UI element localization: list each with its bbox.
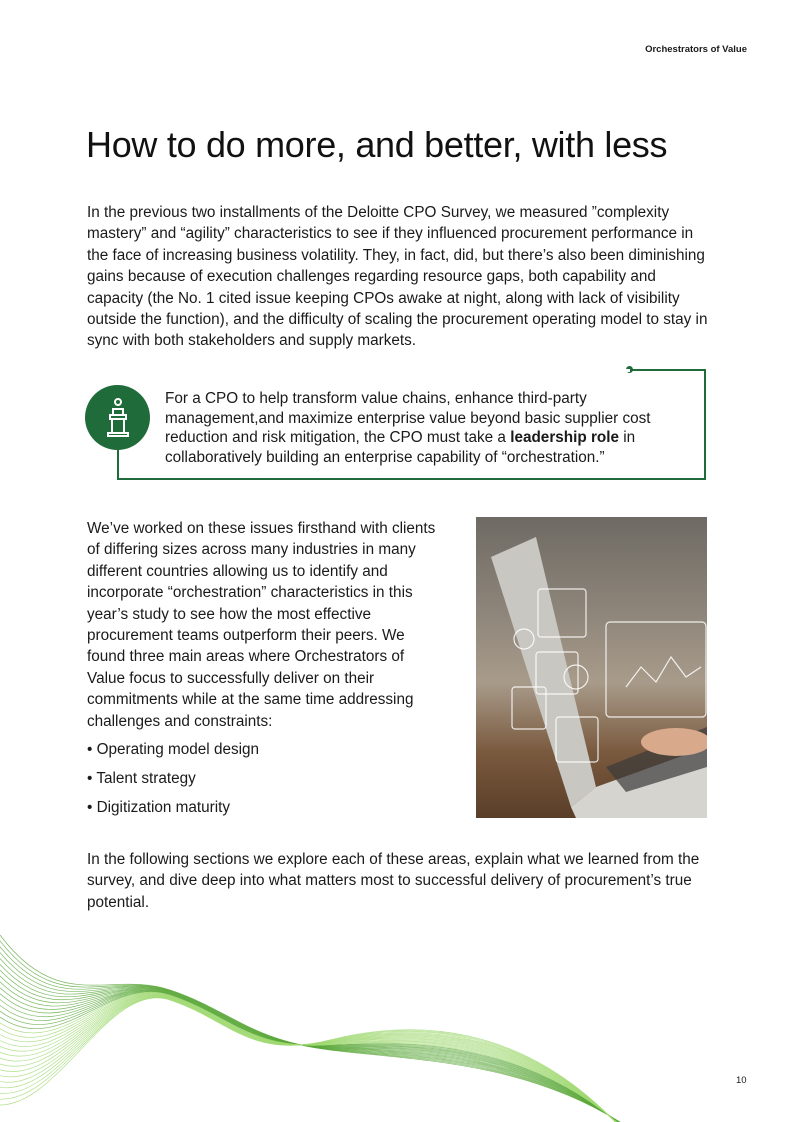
running-header: Orchestrators of Value	[645, 44, 747, 55]
wave-line	[0, 993, 620, 1122]
body-paragraph: We’ve worked on these issues firsthand with clients of differing sizes across many industries in many different countries allowing us to identify and incorporate “orchestration” characteristics in this year’s study to see how the most effective procurement teams outperform their peers. We found three main areas where Orchestrators of Value focus to successfully deliver on their commitments while at the same time addressing challenges and constraints:	[87, 520, 436, 730]
laptop-analytics-photo	[476, 517, 707, 818]
intro-paragraph: In the previous two installments of the Deloitte CPO Survey, we measured ”complexity mastery” and “agility” characteristics to see if they influenced procurement performance in the face of increasing business volatility. They, in fact, did, but there’s also been diminishing gains because of execution challenges regarding resource gaps, both capability and capacity (the No. 1 cited issue keeping CPOs awake at night, along with lack of visibility outside the function), and the difficulty of scaling the procurement operating model to stay in sync with both stakeholders and supply markets.	[87, 204, 708, 350]
chess-piece-icon	[85, 385, 150, 450]
callout-text: For a CPO to help transform value chains, enhance third-party management,and maximize enterprise value beyond basic supplier cost reduction and risk mitigation, the CPO must take a leadership role in collaboratively building an enterprise capability of “orchestration.”	[165, 389, 695, 467]
list-item: • Operating model design	[87, 741, 260, 758]
wave-line	[0, 976, 620, 1122]
callout-connector-line	[630, 369, 706, 371]
frame-gap-top	[118, 369, 630, 372]
page-number: 10	[736, 1075, 747, 1086]
list-item: • Talent strategy	[87, 770, 196, 787]
wave-line	[0, 935, 620, 1122]
focus-areas-list	[87, 741, 259, 828]
list-item: • Digitization maturity	[87, 799, 231, 816]
wave-line	[0, 964, 620, 1122]
callout-emphasis: leadership role	[510, 429, 620, 446]
wave-line	[0, 988, 620, 1122]
wave-line	[0, 958, 620, 1122]
wave-line	[0, 995, 620, 1122]
page-title: How to do more, and better, with less	[86, 124, 668, 165]
closing-paragraph: In the following sections we explore each of these areas, explain what we learned from the survey, and dive deep into what matters most to successful delivery of procurement’s true potential.	[87, 851, 700, 911]
decorative-wave-lines	[0, 930, 793, 1122]
wave-line	[0, 947, 620, 1122]
